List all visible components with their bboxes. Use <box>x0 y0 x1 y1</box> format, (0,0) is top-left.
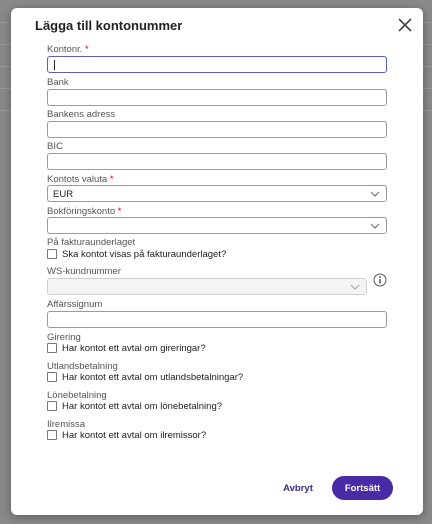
bic-input[interactable] <box>47 153 387 170</box>
business-signum-input[interactable] <box>47 311 387 328</box>
giro-checkbox[interactable] <box>47 343 57 353</box>
close-icon <box>395 15 415 35</box>
giro-label: Girering <box>47 332 81 343</box>
required-marker: * <box>85 44 89 55</box>
add-account-dialog <box>11 8 423 515</box>
close-button[interactable] <box>395 15 415 35</box>
chevron-down-icon <box>350 283 360 291</box>
foreign-payment-checkbox[interactable] <box>47 372 57 382</box>
chevron-down-icon <box>370 190 380 198</box>
salary-payment-label: Lönebetalning <box>47 390 107 401</box>
bic-label: BIC <box>47 141 63 152</box>
on-invoice-checkbox-label: Ska kontot visas på fakturaunderlaget? <box>62 248 227 260</box>
currency-label-text: Kontots valuta <box>47 174 108 185</box>
ilremissa-checkbox[interactable] <box>47 430 57 440</box>
foreign-payment-label: Utlandsbetalning <box>47 361 118 372</box>
ws-customer-number-select <box>47 278 367 295</box>
bookkeeping-account-label-text: Bokföringskonto <box>47 206 116 217</box>
bank-input[interactable] <box>47 89 387 106</box>
salary-payment-checkbox[interactable] <box>47 401 57 411</box>
ilremissa-checkbox-row[interactable] <box>47 429 206 441</box>
dialog-title: Lägga till kontonummer <box>35 18 183 33</box>
info-icon[interactable] <box>373 273 387 287</box>
bookkeeping-account-label <box>47 206 121 217</box>
on-invoice-label: På fakturaunderlaget <box>47 237 136 248</box>
ilremissa-checkbox-label: Har kontot ett avtal om ilremissor? <box>62 429 207 441</box>
bookkeeping-account-select[interactable] <box>47 217 387 234</box>
chevron-down-icon <box>370 222 380 230</box>
currency-select[interactable] <box>47 185 387 202</box>
account-number-label <box>47 44 89 55</box>
on-invoice-checkbox-row[interactable] <box>47 248 226 260</box>
required-marker: * <box>109 174 114 185</box>
bank-label: Bank <box>47 77 69 88</box>
text-caret <box>54 60 55 70</box>
account-number-label-text: Kontonr. <box>47 44 83 55</box>
bank-address-input[interactable] <box>47 121 387 138</box>
required-marker: * <box>117 206 122 217</box>
foreign-payment-checkbox-row[interactable] <box>47 371 243 383</box>
bank-address-label: Bankens adress <box>47 109 116 120</box>
currency-label <box>47 174 114 185</box>
ilremissa-label: Ilremissa <box>47 419 86 430</box>
giro-checkbox-label: Har kontot ett avtal om gireringar? <box>62 342 206 354</box>
cancel-button[interactable]: Avbryt <box>273 476 323 500</box>
account-number-input[interactable] <box>47 56 387 73</box>
foreign-payment-checkbox-label: Har kontot ett avtal om utlandsbetalningar? <box>62 371 244 383</box>
currency-selected-value: EUR <box>53 189 74 200</box>
ws-customer-number-label: WS-kundnummer <box>47 266 121 277</box>
continue-button[interactable]: Fortsätt <box>332 476 393 500</box>
business-signum-label: Affärssignum <box>47 299 103 310</box>
giro-checkbox-row[interactable] <box>47 342 206 354</box>
salary-payment-checkbox-row[interactable] <box>47 400 222 412</box>
salary-payment-checkbox-label: Har kontot ett avtal om lönebetalning? <box>62 400 223 412</box>
on-invoice-checkbox[interactable] <box>47 249 57 259</box>
